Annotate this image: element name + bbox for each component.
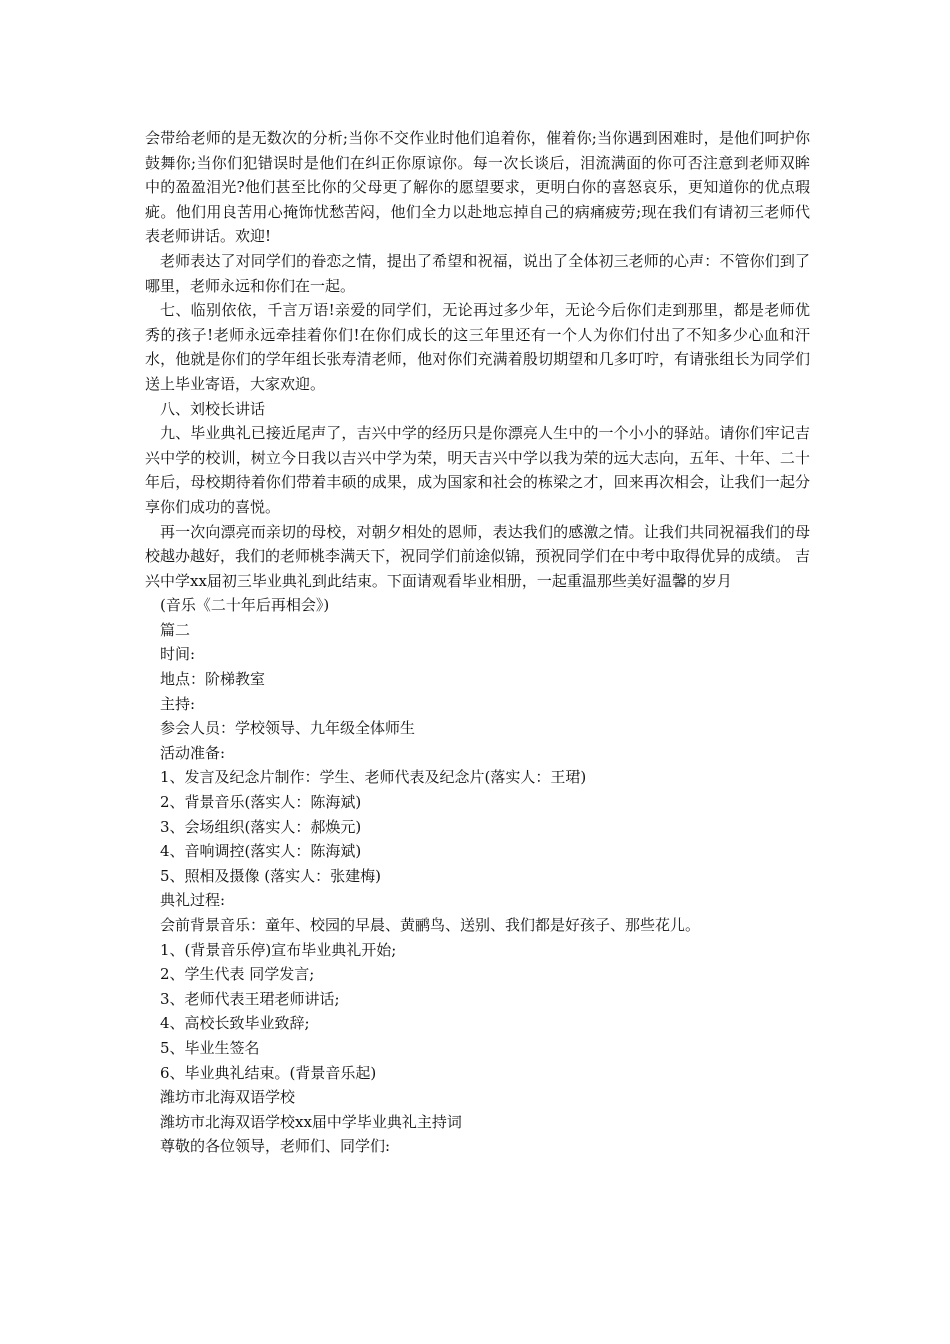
paragraph: 九、毕业典礼已接近尾声了，吉兴中学的经历只是你漂亮人生中的一个小小的驿站。请你们牢记吉兴中学的校训，树立今日我以吉兴中学为荣，明天吉兴中学以我为荣的远大志向，五年、十年、二十年后，母校期待着你们带着丰硕的成果，成为国家和社会的栋梁之才，回来再次相会，让我们一起分享你们成功的喜悦。 bbox=[145, 424, 810, 516]
paragraph: 5、毕业生签名 bbox=[160, 1038, 260, 1057]
paragraph: 3、老师代表王珺老师讲话; bbox=[160, 989, 340, 1008]
paragraph: 会带给老师的是无数次的分析;当你不交作业时他们追着你，催着你;当你遇到困难时，是他们呵护你鼓舞你;当你们犯错误时是他们在纠正你原谅你。每一次长谈后，泪流满面的你可否注意到老师双眸中的盈盈泪光?他们甚至比你的父母更了解你的愿望要求，更明白你的喜怒哀乐，更知道你的优点瑕疵。他们用良苦用心掩饰忧愁苦闷，他们全力以赴地忘掉自己的病痛疲劳;现在我们有请初三老师代表老师讲话。欢迎! bbox=[145, 129, 810, 246]
paragraph: 尊敬的各位领导，老师们、同学们: bbox=[160, 1137, 391, 1156]
paragraph: 七、临别依依，千言万语!亲爱的同学们，无论再过多少年，无论今后你们走到那里，都是老师优秀的孩子!老师永远牵挂着你们!在你们成长的这三年里还有一个人为你们付出了不知多少心血和汗水，他就是你们的学年组长张寿清老师，他对你们充满着殷切期望和几多叮咛，有请张组长为同学们送上毕业寄语，大家欢迎。 bbox=[145, 301, 810, 393]
paragraph: 八、刘校长讲话 bbox=[160, 399, 266, 418]
paragraph: 时间: bbox=[160, 645, 196, 664]
paragraph: 主持: bbox=[160, 694, 196, 713]
paragraph: 篇二 bbox=[160, 620, 191, 639]
document-body bbox=[145, 126, 810, 1159]
paragraph: 4、音响调控(落实人：陈海斌) bbox=[160, 842, 362, 861]
paragraph: 2、背景音乐(落实人：陈海斌) bbox=[160, 793, 362, 812]
paragraph: 老师表达了对同学们的眷恋之情，提出了希望和祝福，说出了全体初三老师的心声：不管你们到了哪里，老师永远和你们在一起。 bbox=[145, 251, 810, 295]
paragraph: 潍坊市北海双语学校 bbox=[160, 1088, 296, 1107]
paragraph: 参会人员：学校领导、九年级全体师生 bbox=[160, 719, 416, 738]
paragraph: 典礼过程: bbox=[160, 891, 226, 910]
paragraph: 1、发言及纪念片制作：学生、老师代表及纪念片(落实人：王珺) bbox=[160, 768, 587, 787]
paragraph: 6、毕业典礼结束。(背景音乐起) bbox=[160, 1063, 377, 1082]
paragraph: 2、学生代表 同学发言; bbox=[160, 965, 315, 984]
paragraph: (音乐《二十年后再相会》) bbox=[160, 596, 330, 615]
paragraph: 3、会场组织(落实人：郝焕元) bbox=[160, 817, 362, 836]
paragraph: 潍坊市北海双语学校xx届中学毕业典礼主持词 bbox=[160, 1112, 462, 1131]
paragraph: 4、高校长致毕业致辞; bbox=[160, 1014, 310, 1033]
paragraph: 1、(背景音乐停)宣布毕业典礼开始; bbox=[160, 940, 397, 959]
paragraph: 5、照相及摄像 (落实人：张建梅) bbox=[160, 866, 382, 885]
paragraph: 地点：阶梯教室 bbox=[160, 670, 266, 689]
paragraph: 会前背景音乐：童年、校园的早晨、黄鹂鸟、送别、我们都是好孩子、那些花儿。 bbox=[160, 916, 701, 934]
paragraph: 再一次向漂亮而亲切的母校，对朝夕相处的恩师，表达我们的感激之情。让我们共同祝福我们的母校越办越好，我们的老师桃李满天下，祝同学们前途似锦，预祝同学们在中考中取得优异的成绩。 吉兴中学xx届初三毕业典礼到此结束。下面请观看毕业相册，一起重温那些美好温馨的岁月 bbox=[145, 522, 810, 590]
paragraph: 活动准备: bbox=[160, 743, 226, 762]
